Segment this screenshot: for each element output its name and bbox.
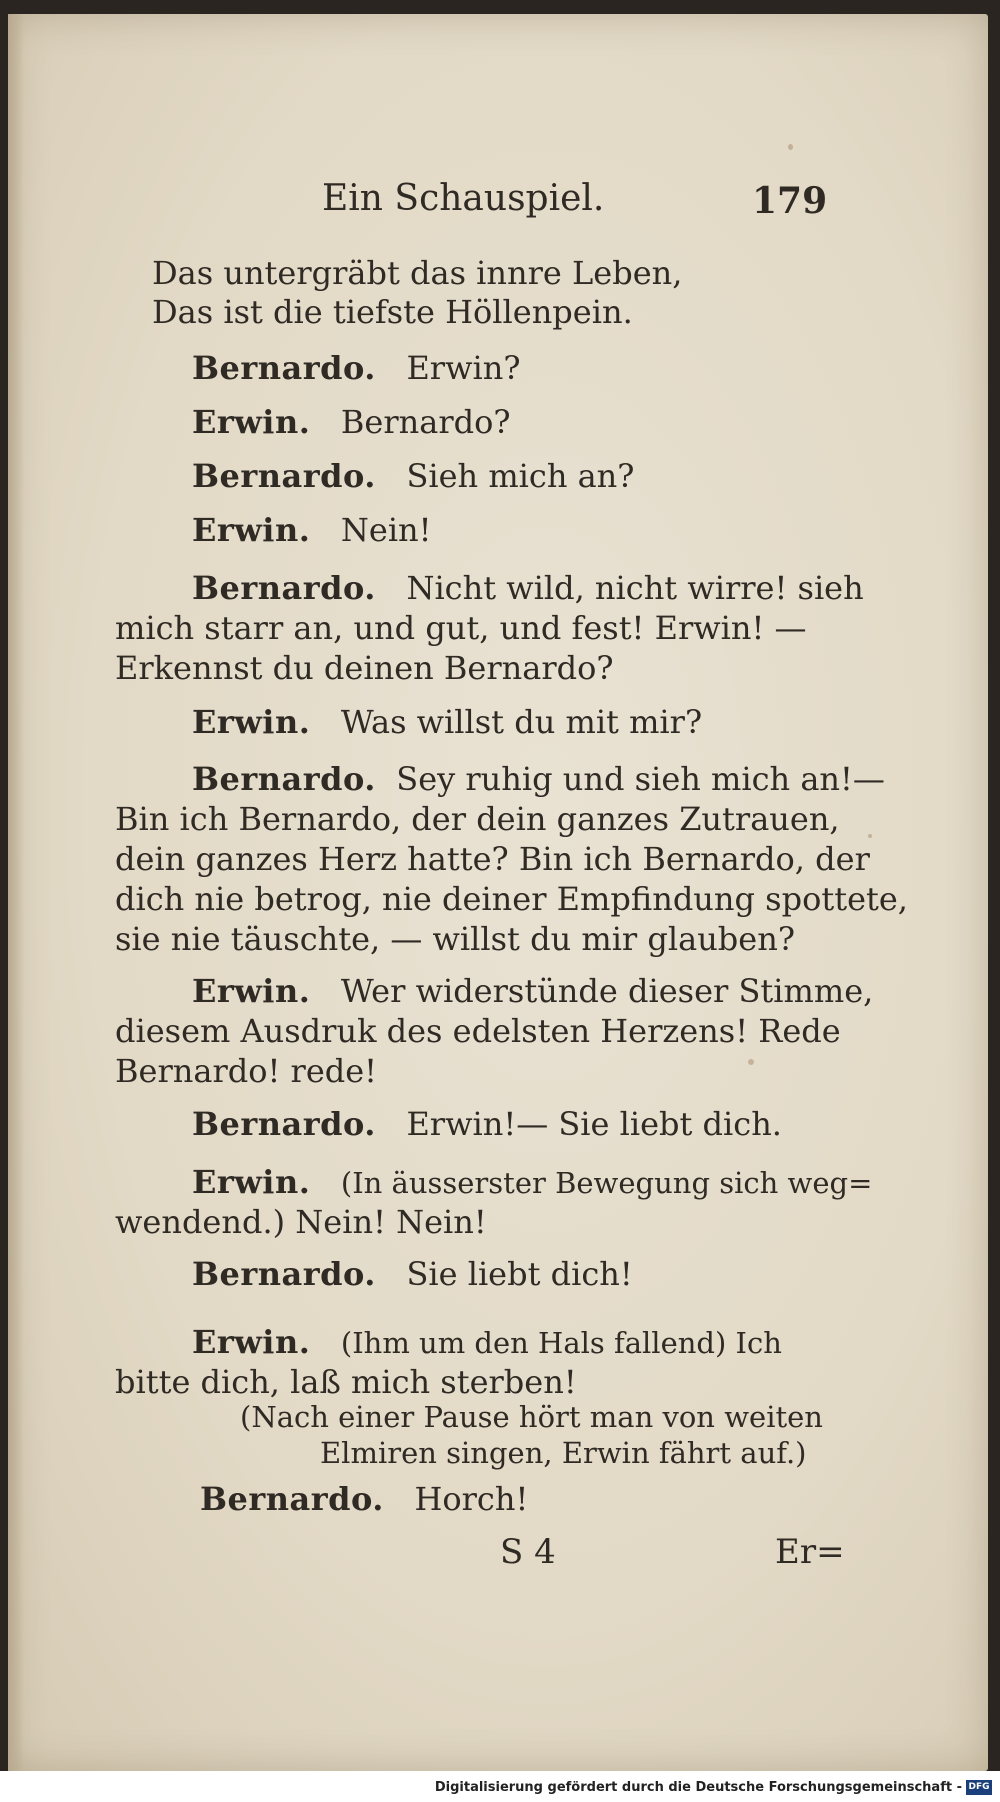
speaker-name: Erwin. — [192, 1163, 311, 1201]
footer-strip — [0, 1771, 1000, 1802]
stage-direction: (Ihm um den Hals fallend) Ich — [340, 1326, 782, 1360]
speech-text: Wer widerstünde dieser Stimme, — [340, 972, 874, 1010]
dialogue-line — [192, 1105, 782, 1143]
running-head-title: Ein Schauspiel. — [322, 178, 605, 219]
speaker-name: Erwin. — [192, 511, 311, 549]
dfg-logo: DFG — [966, 1780, 992, 1795]
speaker-name: Bernardo. — [200, 1480, 384, 1518]
speech-text: Nicht wild, nicht wirre! sieh — [406, 569, 864, 607]
speaker-name: Erwin. — [192, 1323, 311, 1361]
dialogue-line — [192, 511, 432, 549]
speaker-name: Bernardo. — [192, 1255, 376, 1293]
speaker-name: Bernardo. — [192, 760, 376, 798]
verse-line: Das untergräbt das innre Leben, — [152, 254, 683, 292]
speaker-name: Erwin. — [192, 403, 311, 441]
paper-stain — [788, 144, 793, 150]
speaker-name: Bernardo. — [192, 569, 376, 607]
speech-continuation: wendend.) Nein! Nein! — [115, 1203, 487, 1241]
dialogue-line — [192, 403, 511, 441]
speech-continuation: sie nie täuschte, — willst du mir glauben? — [115, 920, 795, 958]
paper-stain — [868, 834, 872, 838]
stage-direction-continuation: Elmiren singen, Erwin fährt auf.) — [320, 1436, 807, 1470]
dialogue-line — [192, 760, 885, 798]
speech-continuation: bitte dich, laß mich sterben! — [115, 1363, 577, 1401]
speaker-name: Bernardo. — [192, 1105, 376, 1143]
dialogue-line — [192, 972, 873, 1010]
dialogue-line — [192, 1255, 633, 1293]
speech-continuation: dich nie betrog, nie deiner Empfindung spottete, — [115, 880, 908, 918]
speech-text: Sey ruhig und sieh mich an!— — [396, 760, 885, 798]
signature-mark: S 4 — [500, 1532, 556, 1572]
dialogue-line — [192, 703, 702, 741]
page-number: 179 — [752, 180, 828, 222]
stage-direction: (Nach einer Pause hört man von weiten — [240, 1400, 823, 1434]
speech-text: Was willst du mit mir? — [340, 703, 703, 741]
catchword: Er= — [775, 1532, 845, 1572]
speaker-name: Erwin. — [192, 703, 311, 741]
speech-continuation: Erkennst du deinen Bernardo? — [115, 649, 614, 687]
speech-text: Horch! — [414, 1480, 529, 1518]
page-gutter-shadow — [8, 14, 24, 1771]
funding-notice: Digitalisierung gefördert durch die Deutsche Forschungsgemeinschaft - — [434, 1780, 962, 1795]
speech-text: Erwin!— Sie liebt dich. — [406, 1105, 782, 1143]
speech-continuation: dein ganzes Herz hatte? Bin ich Bernardo, der — [115, 840, 870, 878]
dialogue-line — [192, 349, 520, 387]
dialogue-line — [192, 569, 864, 607]
stage-direction: (In äusserster Bewegung sich weg= — [340, 1166, 873, 1200]
speech-text: Sieh mich an? — [406, 457, 635, 495]
verse-line: Das ist die tiefste Höllenpein. — [152, 293, 633, 331]
speech-text: Erwin? — [406, 349, 521, 387]
speech-text: Bernardo? — [340, 403, 511, 441]
dialogue-line — [200, 1480, 528, 1518]
speech-continuation: Bernardo! rede! — [115, 1052, 378, 1090]
speech-text: Sie liebt dich! — [406, 1255, 633, 1293]
dialogue-line — [192, 1163, 872, 1201]
speaker-name: Erwin. — [192, 972, 311, 1010]
speaker-name: Bernardo. — [192, 457, 376, 495]
speaker-name: Bernardo. — [192, 349, 376, 387]
speech-continuation: mich starr an, und gut, und fest! Erwin! — — [115, 609, 807, 647]
dialogue-line — [192, 457, 634, 495]
dialogue-line — [192, 1323, 782, 1361]
speech-continuation: Bin ich Bernardo, der dein ganzes Zutrauen, — [115, 800, 840, 838]
speech-text: Nein! — [340, 511, 432, 549]
speech-continuation: diesem Ausdruk des edelsten Herzens! Rede — [115, 1012, 841, 1050]
paper-stain — [748, 1059, 754, 1065]
